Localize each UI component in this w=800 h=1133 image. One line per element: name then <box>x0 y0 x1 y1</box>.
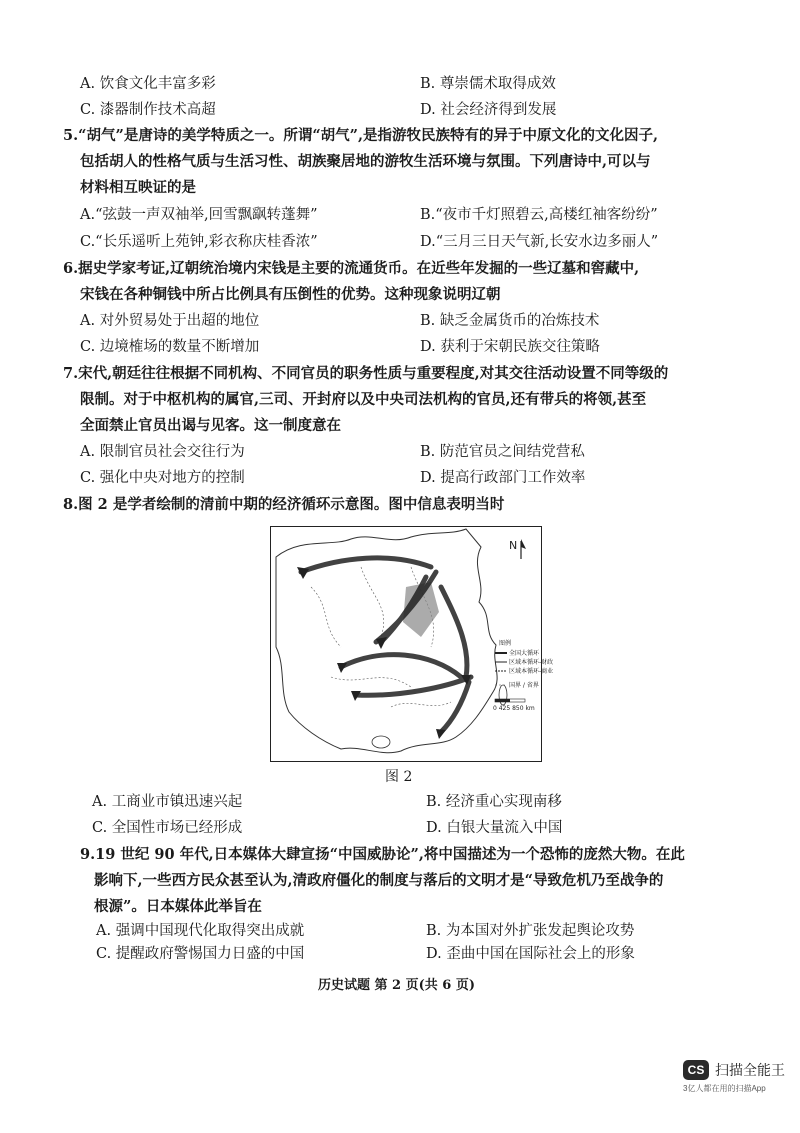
q5-option-a: A.“弦鼓一声双袖举,回雪飘飖转蓬舞” <box>80 207 318 223</box>
q5-stem-line2: 包括胡人的性格气质与生活习性、胡族聚居地的游牧生活环境与氛围。下列唐诗中,可以与 <box>80 153 651 170</box>
q7-stem-line2: 限制。对于中枢机构的属官,三司、开封府以及中央司法机构的官员,还有带兵的将领,甚至 <box>80 391 647 408</box>
q7-option-d: D. 提高行政部门工作效率 <box>420 470 586 486</box>
q6-stem-line1: 6.据史学家考证,辽朝统治境内宋钱是主要的流通货币。在近些年发掘的一些辽墓和窖藏中, <box>63 260 640 277</box>
q7-option-a: A. 限制官员社会交往行为 <box>80 444 245 460</box>
q8-option-a: A. 工商业市镇迅速兴起 <box>92 794 243 810</box>
q9-stem-line1: 9.19 世纪 90 年代,日本媒体大肆宣扬“中国威胁论”,将中国描述为一个恐怖的庞然大物。在此 <box>80 846 685 863</box>
legend-item-4: 国界 / 省界 <box>509 682 539 689</box>
legend-item-2: 区域本循环-财政 <box>509 659 554 666</box>
q4-option-d: D. 社会经济得到发展 <box>420 102 557 118</box>
figure-caption: 图 2 <box>385 769 413 785</box>
map-legend <box>493 639 553 712</box>
q9-stem-line3: 根源”。日本媒体此举旨在 <box>94 898 262 915</box>
q6-option-c: C. 边境榷场的数量不断增加 <box>80 339 260 355</box>
economic-circulation-map <box>270 526 554 762</box>
q6-stem-line2: 宋钱在各种铜钱中所占比例具有压倒性的优势。这种现象说明辽朝 <box>80 286 501 303</box>
q5-option-d: D.“三月三日天气新,长安水边多丽人” <box>420 234 659 250</box>
hainan-island <box>372 736 390 748</box>
map-svg <box>271 527 554 761</box>
q7-stem-line3: 全面禁止官员出谒与见客。这一制度意在 <box>80 417 341 434</box>
q8-stem-line1: 8.图 2 是学者绘制的清前中期的经济循环示意图。图中信息表明当时 <box>63 496 505 513</box>
q9-option-c: C. 提醒政府警惕国力日盛的中国 <box>96 946 305 962</box>
q8-option-b: B. 经济重心实现南移 <box>426 794 562 810</box>
q6-option-b: B. 缺乏金属货币的冶炼技术 <box>420 313 600 329</box>
q9-option-a: A. 强调中国现代化取得突出成就 <box>96 923 305 939</box>
arrow-head-6 <box>436 729 446 739</box>
q4-option-a: A. 饮食文化丰富多彩 <box>80 76 216 92</box>
q7-stem-line1: 7.宋代,朝廷往往根据不同机构、不同官员的职务性质与重要程度,对其交往活动设置不同等级的 <box>63 365 669 382</box>
q4-option-c: C. 漆器制作技术高超 <box>80 102 216 118</box>
page-footer: 历史试题 第 2 页(共 6 页) <box>318 978 476 993</box>
scanner-subtitle: 3亿人都在用的扫描App <box>683 1084 766 1093</box>
q8-option-c: C. 全国性市场已经形成 <box>92 820 243 836</box>
q8-option-d: D. 白银大量流入中国 <box>426 820 563 836</box>
q6-option-a: A. 对外贸易处于出超的地位 <box>80 313 260 329</box>
north-label: N <box>509 539 518 552</box>
legend-item-1: 全国大循环 <box>509 650 540 657</box>
legend-item-3: 区域本循环-商业 <box>509 668 554 675</box>
q5-stem-line1: 5.“胡气”是唐诗的美学特质之一。所谓“胡气”,是指游牧民族特有的异于中原文化的文化因子, <box>63 127 659 144</box>
camscanner-icon: CS <box>683 1060 709 1080</box>
flow-arrow-southeast <box>441 682 469 732</box>
q9-option-d: D. 歪曲中国在国际社会上的形象 <box>426 946 635 962</box>
q7-option-c: C. 强化中央对地方的控制 <box>80 470 245 486</box>
q9-option-b: B. 为本国对外扩张发起舆论攻势 <box>426 923 635 939</box>
q7-option-b: B. 防范官员之间结党营私 <box>420 444 585 460</box>
flow-arrow-south-west <box>341 655 461 677</box>
q5-option-c: C.“长乐遥听上苑钟,彩衣称庆桂香浓” <box>80 234 318 250</box>
legend-title: 图例 <box>499 640 512 647</box>
q9-stem-line2: 影响下,一些西方民众甚至认为,清政府僵化的制度与落后的文明才是“导致危机乃至战争的 <box>94 872 664 889</box>
arrow-head-4 <box>337 663 347 673</box>
scanner-title: 扫描全能王 <box>715 1062 785 1078</box>
q5-option-b: B.“夜市千灯照碧云,高楼红袖客纷纷” <box>420 207 658 223</box>
q4-option-b: B. 尊崇儒术取得成效 <box>420 76 556 92</box>
flow-arrow-south <box>356 677 471 695</box>
north-arrow <box>509 539 526 559</box>
flow-arrow-north-west <box>301 558 431 572</box>
q6-option-d: D. 获利于宋朝民族交往策略 <box>420 339 600 355</box>
scanner-badge <box>683 1060 785 1080</box>
legend-scale: 0 425 850 km <box>493 705 535 712</box>
q5-stem-line3: 材料相互映证的是 <box>80 179 196 196</box>
circulation-arrows <box>301 558 471 732</box>
